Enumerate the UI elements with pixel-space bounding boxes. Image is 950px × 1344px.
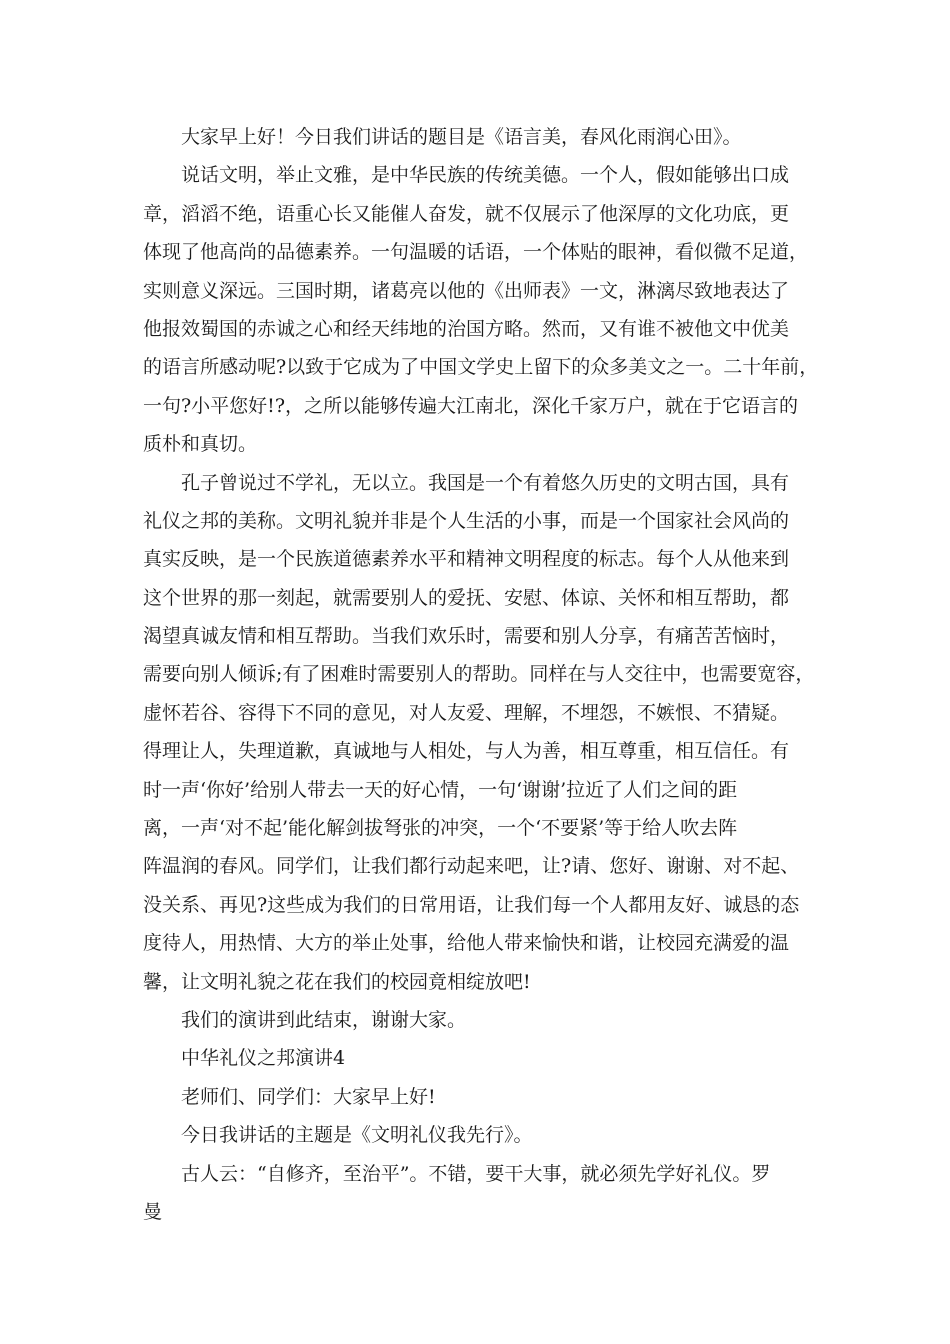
section-heading: 中华礼仪之邦演讲4 (181, 1047, 346, 1070)
text-line: 曼 (143, 1200, 163, 1223)
document-body (143, 118, 819, 1231)
text-line: 体现了他高尚的品德素养。一句温暖的话语，一个体贴的眼神，看似微不足道， (143, 241, 809, 264)
text-line: 孔子曾说过不学礼，无以立。我国是一个有着悠久历史的文明古国，具有 (181, 471, 790, 494)
text-line: 馨，让文明礼貌之花在我们的校园竟相绽放吧! (143, 970, 531, 993)
text-line: 度待人，用热情、大方的举止处事，给他人带来愉快和谐，让校园充满爱的温 (143, 932, 790, 955)
text-line: 没关系、再见?这些成为我们的日常用语，让我们每一个人都用友好、诚恳的态 (143, 893, 800, 916)
text-line: 得理让人，失理道歉，真诚地与人相处，与人为善，相互尊重，相互信任。有 (143, 740, 790, 763)
text-line: 老师们、同学们：大家早上好! (181, 1085, 436, 1108)
text-line: 说话文明，举止文雅，是中华民族的传统美德。一个人，假如能够出口成 (181, 164, 790, 187)
text-line: 真实反映，是一个民族道德素养水平和精神文明程度的标志。每个人从他来到 (143, 548, 790, 571)
text-line: 今日我讲话的主题是《文明礼仪我先行》。 (181, 1124, 533, 1147)
text-line: 我们的演讲到此结束，谢谢大家。 (181, 1008, 467, 1031)
text-line: 离，一声‘对不起’能化解剑拔弩张的冲突，一个‘不要紧’等于给人吹去阵 (143, 817, 738, 840)
text-line: 一句?小平您好!?，之所以能够传遍大江南北，深化千家万户，就在于它语言的 (143, 394, 799, 417)
text-line: 的语言所感动呢?以致于它成为了中国文学史上留下的众多美文之一。二十年前， (143, 356, 819, 379)
text-line: 这个世界的那一刻起，就需要别人的爱抚、安慰、体谅、关怀和相互帮助，都 (143, 586, 790, 609)
text-line: 质朴和真切。 (143, 433, 258, 456)
text-line: 实则意义深远。三国时期，诸葛亮以他的《出师表》一文，淋漓尽致地表达了 (143, 279, 790, 302)
text-line: 阵温润的春风。同学们，让我们都行动起来吧，让?请、您好、谢谢、对不起、 (143, 855, 800, 878)
text-line: 渴望真诚友情和相互帮助。当我们欢乐时，需要和别人分享，有痛苦苦恼时， (143, 625, 790, 648)
text-line: 古人云：“自修齐，至治平”。不错，要干大事，就必须先学好礼仪。罗 (181, 1162, 771, 1185)
text-line: 需要向别人倾诉;有了困难时需要别人的帮助。同样在与人交往中，也需要宽容， (143, 663, 815, 686)
text-line: 时一声‘你好’给别人带去一天的好心情，一句‘谢谢’拉近了人们之间的距 (143, 778, 738, 801)
text-line: 礼仪之邦的美称。文明礼貌并非是个人生活的小事，而是一个国家社会风尚的 (143, 509, 790, 532)
text-line: 他报效蜀国的赤诚之心和经天纬地的治国方略。然而，又有谁不被他文中优美 (143, 317, 790, 340)
text-line: 大家早上好！今日我们讲话的题目是《语言美，春风化雨润心田》。 (181, 126, 742, 148)
text-line: 虚怀若谷、容得下不同的意见，对人友爱、理解，不埋怨，不嫉恨、不猜疑。 (143, 701, 790, 724)
text-line: 章，滔滔不绝，语重心长又能催人奋发，就不仅展示了他深厚的文化功底，更 (143, 202, 790, 225)
